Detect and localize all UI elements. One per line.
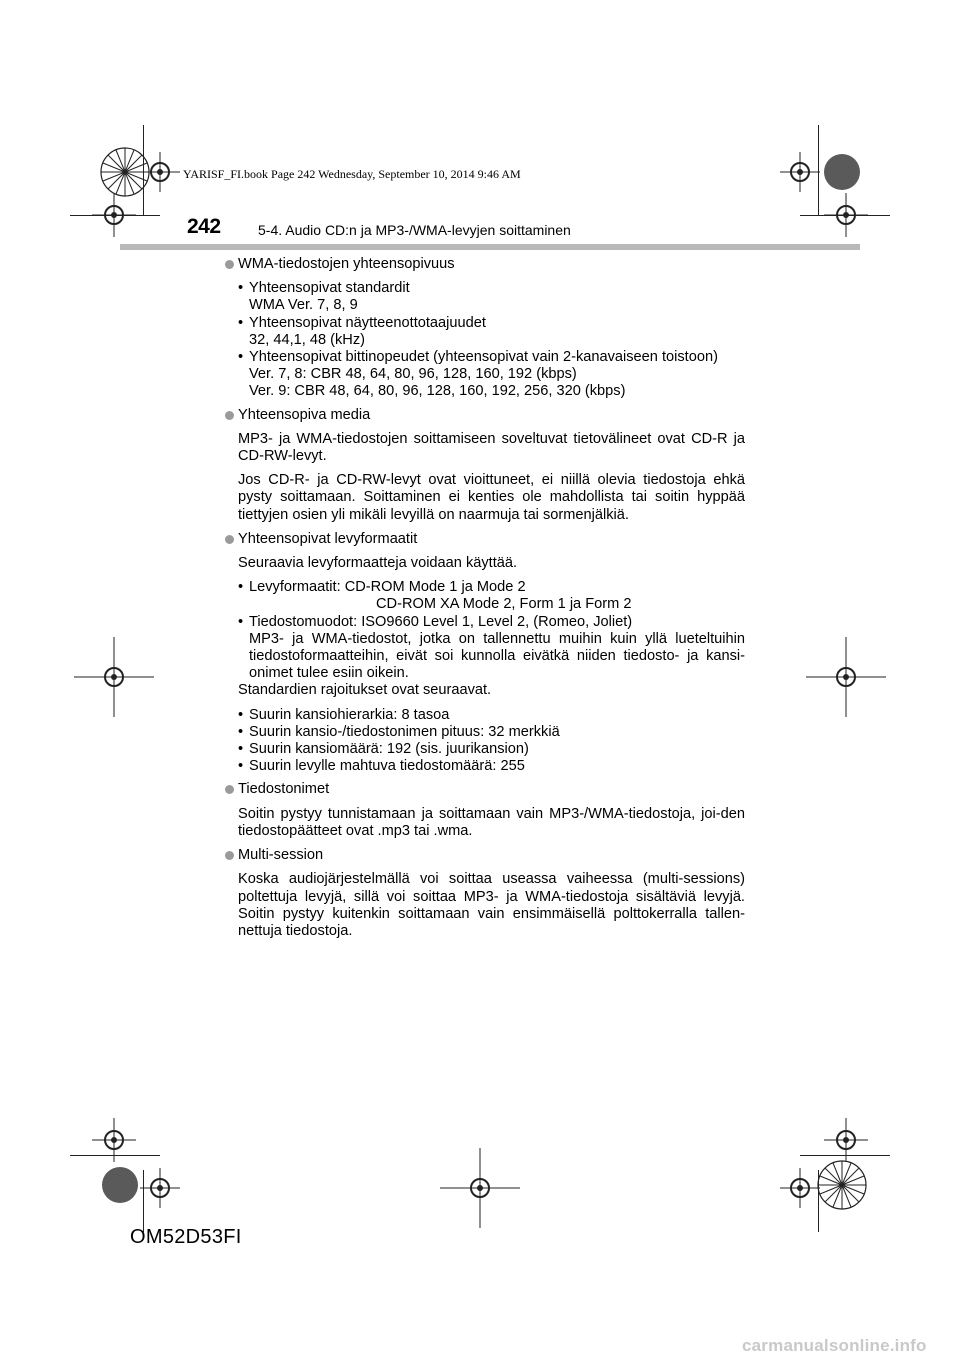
paragraph: Seuraavia levyformaatteja voidaan käyttää.	[238, 555, 518, 572]
bullet-dot-icon	[225, 411, 234, 420]
topic-wma	[225, 256, 745, 273]
topic-title: WMA-tiedostojen yhteensopivuus	[238, 256, 455, 272]
document-code: OM52D53FI	[130, 1226, 242, 1248]
watermark: carmanualsonline.info	[742, 1336, 927, 1355]
bullet-dot-icon	[225, 851, 234, 860]
topic-title: Yhteensopiva media	[238, 406, 371, 423]
section-title: 5-4. Audio CD:n ja MP3-/WMA-levyjen soittaminen	[258, 222, 571, 238]
list-item: • Yhteensopivat näytteenottotaajuudet 32, 44,1, 48 (kHz)	[238, 314, 486, 348]
list-item: • Levyformaatit: CD-ROM Mode 1 ja Mode 2 CD-ROM XA Mode 2, Form 1 ja Form 2	[238, 579, 632, 613]
list-item: • Suurin kansio-/tiedostonimen pituus: 32 merkkiä	[238, 723, 560, 740]
page-content	[225, 256, 745, 940]
list-item: • Suurin levylle mahtuva tiedostomäärä: 255	[238, 758, 525, 775]
paragraph: Soitin pystyy tunnistamaan ja soittamaan vain MP3-/WMA-tiedostoja, joi-den tiedostopäätteet ovat .mp3 tai .wma.	[238, 805, 745, 839]
bullet-dot-icon	[225, 535, 234, 544]
list-item: • Suurin kansiomäärä: 192 (sis. juurikansion)	[238, 741, 529, 758]
topic-filenames	[225, 781, 745, 798]
list-item: • Suurin kansiohierarkia: 8 tasoa	[238, 706, 450, 723]
paragraph: MP3- ja WMA-tiedostojen soittamiseen soveltuvat tietovälineet ovat CD-R ja CD-RW-levyt.	[238, 430, 745, 465]
page-number: 242	[187, 215, 221, 238]
list-item: • Tiedostomuodot: ISO9660 Level 1, Level 2, (Romeo, Joliet) MP3- ja WMA-tiedostot, jotka on tallennettu muihin kuin yllä lueteltuihin tiedostoformaatteihin, eivät soi kunnolla eivätkä niiden tiedosto- ja kansi-onimet tulee esiin oikein.	[238, 613, 745, 682]
paragraph: Standardien rajoitukset ovat seuraavat.	[238, 682, 492, 699]
paragraph: Koska audiojärjestelmällä voi soittaa useassa vaiheessa (multi-sessions) poltettuja levyjä, sillä voi soittaa MP3- ja WMA-tiedostoja sisältäviä levyjä. Soitin pystyy kuitenkin soittamaan vain ensimmäisellä polttokerralla tallen-nettuja tiedostoja.	[238, 871, 745, 939]
bullet-dot-icon	[225, 260, 234, 269]
topic-title: Multi-session	[238, 847, 324, 864]
list-item: • Yhteensopivat standardit WMA Ver. 7, 8, 9	[238, 280, 410, 314]
header-bar	[120, 244, 860, 250]
paragraph: Jos CD-R- ja CD-RW-levyt ovat vioittuneet, ei niillä olevia tiedostoja ehkä pysty soittamaan. Soittaminen ei kenties ole mahdollista tai soitin hyppää tiettyjen osien yli mikäli levyillä on naarmuja tai sormenjälkiä.	[238, 472, 745, 523]
topic-media	[225, 407, 745, 424]
topic-title: Tiedostonimet	[238, 781, 330, 798]
book-meta: YARISF_FI.book Page 242 Wednesday, September 10, 2014 9:46 AM	[183, 167, 521, 181]
topic-formats	[225, 531, 745, 548]
bullet-dot-icon	[225, 785, 234, 794]
topic-title: Yhteensopivat levyformaatit	[238, 530, 418, 547]
list-item: • Yhteensopivat bittinopeudet (yhteensopivat vain 2-kanavaiseen toistoon) Ver. 7, 8: CBR 48, 64, 80, 96, 128, 160, 192 (kbps) Ver. 9: CBR 48, 64, 80, 96, 128, 160, 192, 256, 320 (kbps)	[238, 349, 718, 400]
topic-multisession	[225, 847, 745, 864]
